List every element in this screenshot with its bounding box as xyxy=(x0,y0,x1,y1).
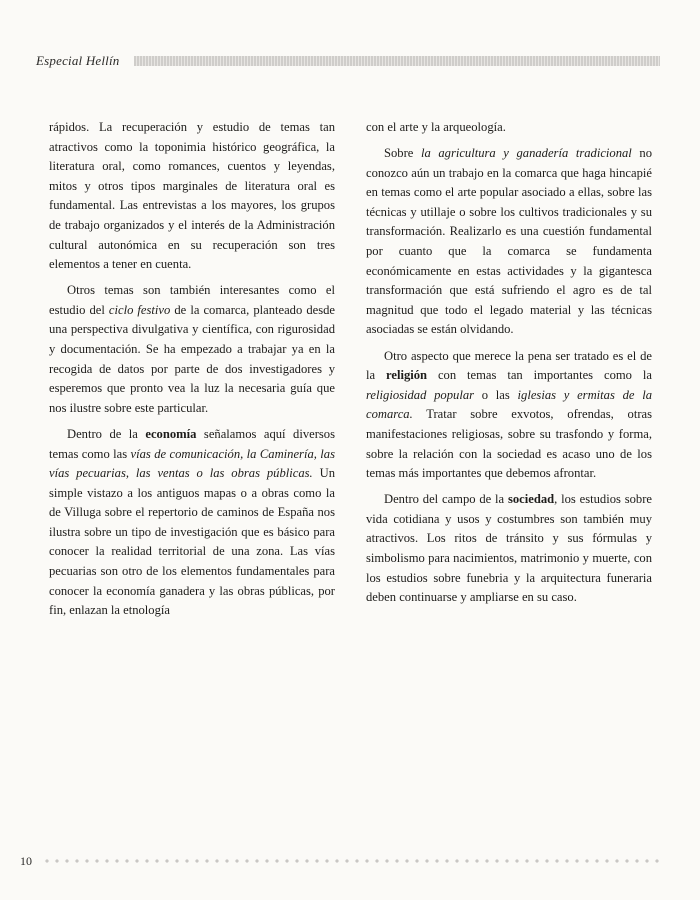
section-title: Especial Hellín xyxy=(36,53,120,68)
paragraph xyxy=(366,490,652,608)
italic-term: iglesias y ermitas de la comarca. xyxy=(366,387,653,422)
paragraph-text: , los estudios sobre vida cotidiana y usos y costumbres son también muy atractivos. Los ritos de tránsito y sus fórmulas y simbolismo para nacimientos, matrimonio y muerte, con los estudios sobre funebria y la arquitectura funeraria deben continuarse y ampliarse en su caso. xyxy=(366,492,652,605)
italic-term: religiosidad popular xyxy=(366,387,475,402)
italic-term: vías de comunicación, la Caminería, las vías pecuarias, las ventas o las obras públicas. xyxy=(49,446,335,481)
running-header xyxy=(36,50,660,72)
paragraph-text: Otro aspecto que merece la pena ser tratado es el de la xyxy=(366,348,652,383)
bold-term: economía xyxy=(145,426,197,441)
paragraph-text: Tratar sobre exvotos, ofrendas, otras manifestaciones religiosas, sobre su trasfondo y forma, sobre la relación con la sociedad es acaso uno de los temas más importantes que debemos afrontar. xyxy=(366,407,652,481)
paragraph-text: Sobre xyxy=(384,146,421,161)
page-number: 10 xyxy=(20,853,32,868)
bold-term: sociedad xyxy=(507,492,555,507)
bold-term: religión xyxy=(386,368,428,383)
left-column xyxy=(49,118,335,627)
right-column xyxy=(366,118,652,614)
paragraph-text: no conozco aún un trabajo en la comarca que haga hincapié en temas como el arte popular asociado a ellas, sobre las técnicas y utillaje o sobre los cultivos tradicionales y su transformación. Realizarlo es una cuestión fundamental por cuanto que la comarca se fundamenta económicamente en estas actividades y la gigantesca transformación que está sufriendo el agro es de tal magnitud que todo el legado material y las técnicas asociadas se están olvidando. xyxy=(366,146,652,337)
paragraph-text: Otros temas son también interesantes como el estudio del xyxy=(49,283,335,317)
page-footer xyxy=(20,853,664,869)
italic-term: la agricultura y ganadería tradicional xyxy=(420,146,632,161)
paragraph xyxy=(366,144,652,340)
paragraph-text: o las xyxy=(474,387,518,402)
paragraph xyxy=(49,118,335,275)
paragraph xyxy=(49,281,335,418)
paragraph-text: con temas tan importantes como la xyxy=(427,368,652,383)
paragraph xyxy=(49,425,335,621)
italic-term: ciclo festivo xyxy=(108,302,171,317)
paragraph-text: Dentro del campo de la xyxy=(384,492,508,507)
paragraph-text: rápidos. La recuperación y estudio de temas tan atractivos como la toponimia histórico geográfica, la literatura oral, como romances, cuentos y leyendas, mitos y otros tipos marginales de literatura oral es fundamental. Las entrevistas a los mayores, los grupos de trabajo organizados y el interés de la Administración cultural autonómica en su recuperación son tres elementos a tener en cuenta. xyxy=(49,120,335,272)
header-rule xyxy=(134,56,660,66)
paragraph-text: de la comarca, planteado desde una perspectiva divulgativa y científica, con rigurosidad y documentación. Se ha empezado a trabajar ya en la recogida de datos por parte de dos investigadores y esperemos que pronto vea la luz la necesaria guía que nos ilustre sobre este particular. xyxy=(49,302,336,415)
paragraph xyxy=(366,347,652,484)
paragraph-text: Un simple vistazo a los antiguos mapas o a obras como la de Villuga sobre el repertorio de caminos de España nos ilustra sobre un tipo de investigación que es básico para conocer la realidad territorial de una zona. Las vías pecuarias son otro de los elementos fundamentales para conocer la economía ganadera y las obras públicas, por fin, enlazan la etnología xyxy=(49,466,335,618)
paragraph xyxy=(366,118,652,138)
paragraph-text: con el arte y la arqueología. xyxy=(366,120,506,134)
paragraph-text: Dentro de la xyxy=(67,426,146,441)
paragraph-text: señalamos aquí diversos temas como las xyxy=(49,426,335,461)
footer-dotted-rule xyxy=(42,859,664,863)
